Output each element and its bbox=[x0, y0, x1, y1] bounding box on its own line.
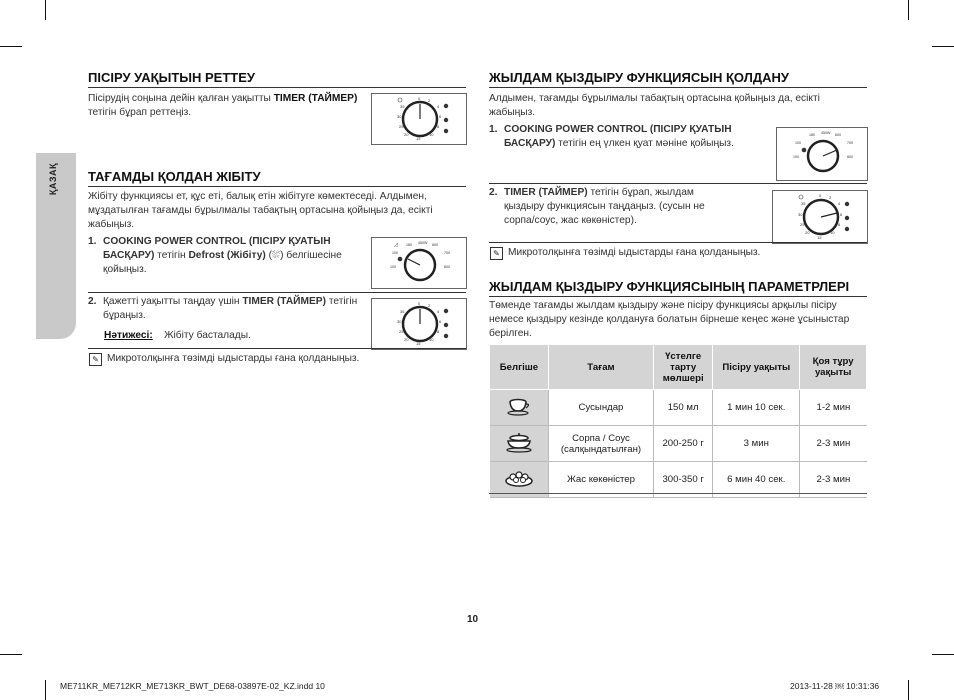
crop-mark bbox=[0, 654, 22, 655]
table-bottom-rule bbox=[489, 493, 867, 494]
crop-mark bbox=[932, 46, 954, 47]
svg-text:10: 10 bbox=[830, 230, 835, 235]
svg-text:35: 35 bbox=[801, 201, 806, 206]
food-cell: Сорпа / Соус (салқындатылған) bbox=[548, 426, 653, 462]
section-heading-quick-reheat-params: ЖЫЛДАМ ҚЫЗДЫРУ ФУНКЦИЯСЫНЫҢ ПАРАМЕТРЛЕРІ bbox=[489, 279, 867, 297]
svg-text:600: 600 bbox=[432, 243, 438, 247]
svg-text:6: 6 bbox=[439, 319, 442, 324]
svg-text:450W: 450W bbox=[821, 131, 831, 135]
table-row bbox=[490, 426, 867, 462]
svg-text:15: 15 bbox=[416, 341, 421, 346]
crop-mark bbox=[45, 0, 46, 20]
note-icon: ✎ bbox=[89, 353, 102, 366]
cook-time-cell: 1 мин 10 сек. bbox=[713, 390, 800, 426]
svg-text:30: 30 bbox=[397, 319, 402, 324]
table-header-row bbox=[490, 345, 867, 390]
crop-mark bbox=[908, 680, 909, 700]
food-cell: Жас көкөністер bbox=[548, 462, 653, 498]
defrost-step-1: 1. COOKING POWER CONTROL (ПІСІРУ ҚУАТЫН БАСҚАРУ) тетігін Defrost (Жібіту) (⛆) белгішесіне қойыңыз. bbox=[88, 236, 342, 275]
svg-text:8: 8 bbox=[437, 124, 440, 129]
timer-dial-illustration bbox=[772, 190, 868, 244]
svg-text:35: 35 bbox=[400, 309, 405, 314]
defrost-intro: Жібіту функциясы ет, құс еті, балық етін жібітуге көмектеседі. Алдымен, мұздатылған тағамды бұрылмалы табақтың ортасына қойыңыз да, есікті жабыңыз. bbox=[88, 191, 433, 230]
cup-icon bbox=[490, 390, 549, 426]
divider bbox=[88, 292, 466, 293]
svg-text:700: 700 bbox=[444, 251, 450, 255]
svg-text:100: 100 bbox=[795, 141, 801, 145]
svg-text:8: 8 bbox=[437, 329, 440, 334]
svg-text:4: 4 bbox=[437, 104, 440, 109]
divider bbox=[489, 242, 867, 243]
svg-text:100: 100 bbox=[390, 265, 396, 269]
svg-text:◿: ◿ bbox=[394, 242, 398, 248]
language-side-tab: ҚАЗАҚ bbox=[36, 153, 76, 339]
note-icon: ✎ bbox=[490, 247, 503, 260]
svg-text:6: 6 bbox=[840, 212, 843, 217]
standing-time-cell: 1-2 мин bbox=[800, 390, 867, 426]
footer-date: 2013-11-28 ￼ 10:31:36 bbox=[790, 681, 880, 691]
svg-text:800: 800 bbox=[444, 265, 450, 269]
defrost-note: Микротолқынға төзімді ыдыстарды ғана қолданыңыз. bbox=[107, 353, 360, 364]
svg-text:20: 20 bbox=[404, 337, 409, 342]
quick-reheat-step-2: 2. TIMER (ТАЙМЕР) тетігін бұрап, жылдам қыздыру функциясын таңдаңыз. (сусын не сорпа/соус, жас көкөністер). bbox=[489, 187, 705, 226]
quick-reheat-intro: Алдымен, тағамды бұрылмалы табақтың ортасына қойыңыз да, есікті жабыңыз. bbox=[489, 93, 820, 118]
svg-text:2: 2 bbox=[428, 98, 431, 103]
svg-text:180: 180 bbox=[809, 133, 815, 137]
cook-time-cell: 6 мин 40 сек. bbox=[713, 462, 800, 498]
quick-reheat-params-intro: Төменде тағамды жылдам қыздыру және пісіру функциясы арқылы пісіру немесе қыздыру кезінде қолдануға болатын бірнеше кеңес және ұсыныстар берілген. bbox=[489, 300, 850, 339]
svg-text:30: 30 bbox=[798, 212, 803, 217]
svg-text:600: 600 bbox=[835, 133, 841, 137]
standing-time-cell: 2-3 мин bbox=[800, 462, 867, 498]
cooking-time-text: Пісірудің соңына дейін қалған уақытты TIMER (ТАЙМЕР) тетігін бұрап реттеңіз. bbox=[88, 93, 358, 118]
food-cell: Сусындар bbox=[548, 390, 653, 426]
svg-text:2: 2 bbox=[829, 195, 832, 200]
svg-text:0: 0 bbox=[819, 193, 822, 198]
bowl-icon bbox=[490, 426, 549, 462]
svg-text:20: 20 bbox=[404, 132, 409, 137]
column-header: Белгіше bbox=[490, 345, 549, 390]
svg-text:25: 25 bbox=[800, 222, 805, 227]
column-header: Тағам bbox=[548, 345, 653, 390]
quick-reheat-note: Микротолқынға төзімді ыдыстарды ғана қолданыңыз. bbox=[508, 247, 761, 258]
column-header: Қоя тұру уақыты bbox=[800, 345, 867, 390]
section-heading-cooking-time: ПІСІРУ УАҚЫТЫН РЕТТЕУ bbox=[88, 70, 466, 88]
divider bbox=[88, 348, 466, 349]
quick-reheat-table bbox=[489, 344, 867, 498]
column-header: Пісіру уақыты bbox=[713, 345, 800, 390]
crop-mark bbox=[932, 654, 954, 655]
svg-text:35: 35 bbox=[400, 104, 405, 109]
serving-cell: 300-350 г bbox=[654, 462, 713, 498]
svg-text:0: 0 bbox=[418, 301, 421, 306]
svg-text:25: 25 bbox=[399, 329, 404, 334]
svg-text:10: 10 bbox=[429, 337, 434, 342]
column-header: Үстелге тарту мөлшері bbox=[654, 345, 713, 390]
svg-text:2: 2 bbox=[428, 303, 431, 308]
svg-text:100: 100 bbox=[793, 155, 799, 159]
crop-mark bbox=[908, 0, 909, 20]
svg-text:15: 15 bbox=[416, 136, 421, 141]
divider bbox=[489, 183, 867, 184]
serving-cell: 200-250 г bbox=[654, 426, 713, 462]
footer-filename: ME711KR_ME712KR_ME713KR_BWT_DE68-03897E-02_KZ.indd 10 bbox=[60, 681, 325, 691]
section-heading-quick-reheat: ЖЫЛДАМ ҚЫЗДЫРУ ФУНКЦИЯСЫН ҚОЛДАНУ bbox=[489, 70, 867, 88]
svg-text:25: 25 bbox=[399, 124, 404, 129]
svg-text:450W: 450W bbox=[418, 241, 428, 245]
crop-mark bbox=[45, 680, 46, 700]
quick-reheat-step-1: 1. COOKING POWER CONTROL (ПІСІРУ ҚУАТЫН БАСҚАРУ) тетігін ең үлкен қуат мәніне қойыңыз. bbox=[489, 124, 734, 149]
defrost-result: Нәтижесі: Жібіту басталады. bbox=[104, 330, 251, 341]
defrost-step-2: 2. Қажетті уақытты таңдау үшін TIMER (ТАЙМЕР) тетігін бұраңыз. bbox=[88, 296, 358, 321]
svg-text:0: 0 bbox=[418, 96, 421, 101]
svg-text:6: 6 bbox=[439, 114, 442, 119]
svg-text:800: 800 bbox=[847, 155, 853, 159]
svg-text:8: 8 bbox=[838, 222, 841, 227]
svg-text:180: 180 bbox=[406, 243, 412, 247]
svg-text:700: 700 bbox=[847, 141, 853, 145]
svg-text:20: 20 bbox=[805, 230, 810, 235]
svg-text:100: 100 bbox=[392, 251, 398, 255]
table-row bbox=[490, 390, 867, 426]
power-dial-illustration bbox=[371, 237, 467, 289]
svg-text:15: 15 bbox=[817, 235, 822, 240]
svg-text:10: 10 bbox=[429, 132, 434, 137]
cook-time-cell: 3 мин bbox=[713, 426, 800, 462]
svg-text:30: 30 bbox=[397, 114, 402, 119]
timer-dial-illustration bbox=[371, 93, 467, 145]
timer-dial-illustration bbox=[371, 298, 467, 350]
standing-time-cell: 2-3 мин bbox=[800, 426, 867, 462]
crop-mark bbox=[0, 46, 22, 47]
page-number: 10 bbox=[467, 614, 479, 625]
power-dial-illustration bbox=[776, 127, 868, 181]
section-heading-defrost: ТАҒАМДЫ ҚОЛДАН ЖІБІТУ bbox=[88, 169, 466, 187]
svg-text:4: 4 bbox=[838, 201, 841, 206]
svg-text:4: 4 bbox=[437, 309, 440, 314]
serving-cell: 150 мл bbox=[654, 390, 713, 426]
